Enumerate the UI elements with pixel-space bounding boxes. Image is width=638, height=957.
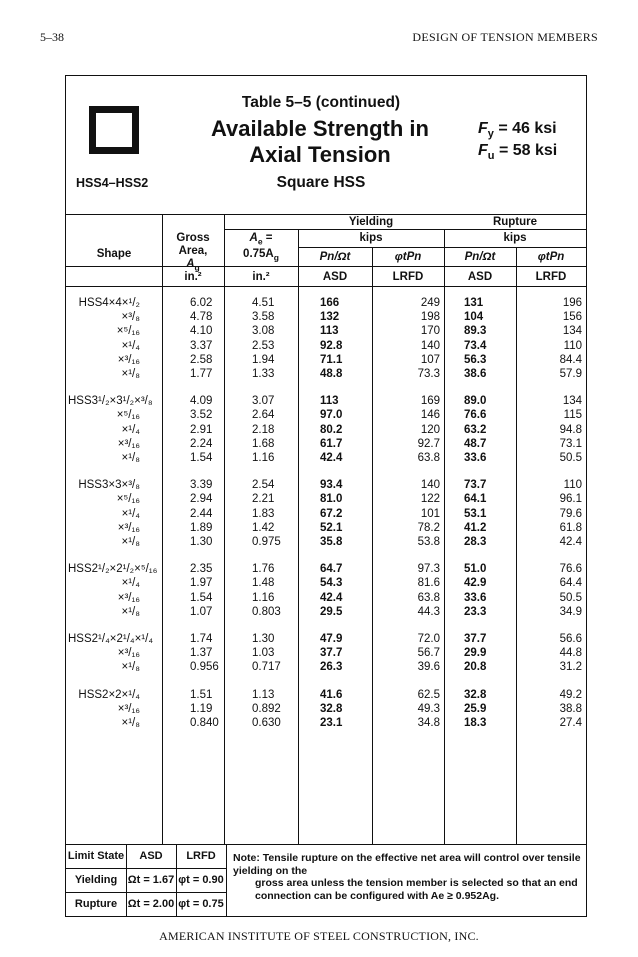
- cell-yield-asd: 52.1: [320, 521, 343, 534]
- title-line-2: Axial Tension: [249, 142, 391, 167]
- cell-yield-lrfd: 170: [420, 325, 440, 338]
- cell-gross-area: 4.09: [190, 395, 213, 408]
- cell-yield-asd: 42.4: [320, 591, 343, 604]
- cell-yield-lrfd: 198: [420, 311, 440, 324]
- cell-yield-asd: 26.3: [320, 661, 343, 674]
- title-line-1: Available Strength in: [210, 116, 429, 141]
- cell-net-area: 1.48: [252, 577, 275, 590]
- cell-rupture-asd: 73.7: [464, 479, 487, 492]
- limit-state-table: [66, 844, 226, 916]
- cell-rupture-asd: 63.2: [464, 423, 487, 436]
- cell-gross-area: 1.30: [190, 536, 213, 548]
- rupture-asd-label: ASD: [467, 271, 493, 283]
- cell-shape: ×¹/₄: [121, 507, 140, 520]
- cell-yield-lrfd: 34.8: [417, 717, 440, 729]
- cell-gross-area: 4.10: [190, 325, 213, 338]
- cell-gross-area: 1.77: [190, 368, 213, 380]
- cell-yield-asd: 54.3: [320, 577, 343, 590]
- cell-yield-asd: 48.8: [320, 368, 343, 380]
- gross-area-header: Gross Area, $A_g$: [176, 232, 210, 273]
- cell-yield-lrfd: 120: [420, 423, 440, 436]
- cell-yield-asd: 67.2: [320, 507, 343, 520]
- cell-gross-area: 2.24: [190, 437, 213, 450]
- cell-rupture-lrfd: 96.1: [559, 493, 582, 506]
- cell-yield-asd: 93.4: [320, 479, 343, 492]
- unit-net: in.²: [252, 271, 270, 283]
- cell-gross-area: 6.02: [190, 297, 213, 309]
- strength-table: [66, 214, 586, 844]
- cell-yield-lrfd: 56.7: [417, 647, 440, 660]
- cell-shape: ×¹/₈: [121, 717, 140, 729]
- cell-rupture-lrfd: 73.1: [559, 437, 582, 450]
- cell-rupture-asd: 41.2: [464, 521, 487, 534]
- cell-yield-asd: 97.0: [320, 409, 343, 422]
- yield-asd-symbol: Pn/Ωt: [319, 251, 351, 263]
- yield-phi: φt = 0.90: [178, 874, 224, 886]
- cell-rupture-asd: 76.6: [464, 409, 487, 422]
- cell-rupture-asd: 28.3: [464, 536, 487, 548]
- yielding-header: Yielding: [348, 216, 394, 228]
- cell-gross-area: 1.51: [190, 688, 213, 701]
- limit-state-label: Limit State: [67, 850, 125, 862]
- cell-shape: ×³/₁₆: [117, 647, 140, 660]
- cell-yield-lrfd: 107: [420, 353, 440, 366]
- cell-yield-lrfd: 49.3: [417, 702, 440, 715]
- cell-rupture-lrfd: 38.8: [559, 702, 582, 715]
- cell-yield-lrfd: 169: [420, 395, 440, 408]
- cell-rupture-asd: 104: [464, 311, 484, 324]
- cell-yield-lrfd: 146: [420, 409, 440, 422]
- cell-rupture-asd: 89.3: [464, 325, 487, 338]
- cell-rupture-lrfd: 110: [563, 339, 582, 352]
- cell-yield-lrfd: 72.0: [417, 633, 440, 645]
- cell-shape: ×¹/₈: [121, 536, 140, 548]
- cell-yield-lrfd: 78.2: [417, 521, 440, 534]
- cell-yield-asd: 47.9: [320, 633, 343, 645]
- cell-net-area: 2.18: [252, 423, 275, 436]
- unit-gross: in.²: [184, 271, 202, 283]
- cell-rupture-lrfd: 115: [563, 409, 582, 422]
- cell-net-area: 0.717: [252, 661, 281, 674]
- cell-shape: ×⁵/₁₆: [116, 493, 140, 506]
- cell-net-area: 0.975: [252, 536, 281, 548]
- cell-rupture-lrfd: 84.4: [559, 353, 582, 366]
- cell-net-area: 0.892: [252, 702, 281, 715]
- yield-lrfd-symbol: φtPn: [394, 251, 422, 263]
- limit-yielding: Yielding: [74, 874, 118, 886]
- cell-rupture-asd: 89.0: [464, 395, 487, 408]
- cell-net-area: 3.08: [252, 325, 275, 338]
- rupture-omega: Ωt = 2.00: [127, 898, 175, 910]
- cell-rupture-lrfd: 76.6: [559, 563, 582, 576]
- cell-rupture-lrfd: 27.4: [559, 717, 582, 729]
- cell-rupture-asd: 131: [464, 297, 484, 309]
- table-number: Table 5–5 (continued): [241, 94, 401, 111]
- cell-gross-area: 0.840: [190, 717, 219, 729]
- cell-rupture-lrfd: 50.5: [559, 591, 582, 604]
- cell-rupture-lrfd: 49.2: [559, 688, 582, 701]
- cell-yield-lrfd: 97.3: [417, 563, 440, 576]
- cell-rupture-asd: 29.9: [464, 647, 487, 660]
- cell-gross-area: 2.44: [190, 507, 213, 520]
- cell-rupture-lrfd: 196: [562, 297, 582, 309]
- limit-rupture: Rupture: [74, 898, 118, 910]
- cell-yield-asd: 92.8: [320, 339, 343, 352]
- cell-yield-asd: 64.7: [320, 563, 343, 576]
- cell-gross-area: 1.19: [190, 702, 213, 715]
- fu-property: $F_u = 58$ ksi: [478, 142, 558, 163]
- cell-yield-asd: 23.1: [320, 717, 343, 729]
- cell-net-area: 1.68: [252, 437, 275, 450]
- cell-net-area: 1.16: [252, 452, 275, 464]
- cell-rupture-lrfd: 42.4: [559, 536, 582, 548]
- limit-lrfd: LRFD: [186, 850, 216, 862]
- cell-net-area: 1.03: [252, 647, 275, 660]
- yielding-kips: kips: [359, 232, 383, 244]
- cell-gross-area: 1.89: [190, 521, 213, 534]
- cell-rupture-asd: 51.0: [464, 563, 487, 576]
- cell-rupture-lrfd: 110: [563, 479, 582, 492]
- cell-shape: ×³/₁₆: [117, 521, 140, 534]
- cell-gross-area: 0.956: [190, 661, 219, 674]
- cell-net-area: 2.21: [252, 493, 275, 506]
- cell-net-area: 2.53: [252, 339, 275, 352]
- cell-shape: ×¹/₈: [121, 368, 140, 380]
- cell-rupture-asd: 42.9: [464, 577, 487, 590]
- cell-rupture-asd: 37.7: [464, 633, 487, 645]
- cell-rupture-lrfd: 44.8: [559, 647, 582, 660]
- cell-rupture-lrfd: 134: [562, 395, 582, 408]
- rupture-header: Rupture: [492, 216, 538, 228]
- cell-net-area: 3.07: [252, 395, 275, 408]
- table-frame: [65, 75, 587, 917]
- running-head: [40, 30, 598, 46]
- cell-yield-asd: 61.7: [320, 437, 343, 450]
- cell-net-area: 1.94: [252, 353, 275, 366]
- cell-net-area: 3.58: [252, 311, 275, 324]
- cell-rupture-asd: 25.9: [464, 702, 487, 715]
- page-number: 5–38: [40, 30, 64, 44]
- limit-asd: ASD: [139, 850, 163, 862]
- cell-yield-asd: 166: [320, 297, 340, 309]
- cell-yield-lrfd: 73.3: [417, 368, 440, 380]
- cell-rupture-asd: 32.8: [464, 688, 487, 701]
- cell-yield-asd: 29.5: [320, 605, 343, 618]
- cell-yield-lrfd: 39.6: [417, 661, 440, 674]
- cell-yield-lrfd: 44.3: [417, 605, 440, 618]
- fy-property: $F_y = 46$ ksi: [478, 120, 557, 141]
- cell-net-area: 2.64: [252, 409, 275, 422]
- cell-shape: HSS4×4×¹/₂: [78, 297, 140, 309]
- cell-gross-area: 2.35: [190, 563, 213, 576]
- cell-shape: ×³/₁₆: [117, 702, 140, 715]
- cell-rupture-asd: 33.6: [464, 452, 487, 464]
- cell-shape: HSS2¹/₄×2¹/₄×¹/₄: [68, 633, 154, 645]
- cell-gross-area: 1.97: [190, 577, 213, 590]
- cell-shape: ×³/₈: [121, 311, 140, 324]
- yield-omega: Ωt = 1.67: [127, 874, 175, 886]
- cell-rupture-lrfd: 31.2: [559, 661, 582, 674]
- yield-asd-label: ASD: [322, 271, 348, 283]
- cell-rupture-asd: 56.3: [464, 353, 487, 366]
- cell-net-area: 1.83: [252, 507, 275, 520]
- cell-gross-area: 2.91: [190, 423, 213, 436]
- cell-shape: ×³/₁₆: [117, 437, 140, 450]
- yield-lrfd-label: LRFD: [392, 271, 424, 283]
- cell-rupture-lrfd: 64.4: [559, 577, 582, 590]
- cell-yield-asd: 71.1: [320, 353, 343, 366]
- cell-rupture-asd: 48.7: [464, 437, 487, 450]
- rupture-lrfd-label: LRFD: [535, 271, 567, 283]
- cell-rupture-lrfd: 134: [562, 325, 582, 338]
- shape-header: Shape: [96, 248, 132, 260]
- cell-gross-area: 1.37: [190, 647, 213, 660]
- cell-yield-lrfd: 249: [420, 297, 440, 309]
- cell-rupture-asd: 18.3: [464, 717, 487, 729]
- cell-yield-asd: 113: [320, 325, 339, 338]
- cell-yield-lrfd: 122: [420, 493, 440, 506]
- cell-rupture-asd: 23.3: [464, 605, 487, 618]
- shape-type: Square HSS: [276, 174, 366, 191]
- cell-gross-area: 1.74: [190, 633, 213, 645]
- cell-rupture-lrfd: 61.8: [559, 521, 582, 534]
- cell-shape: ×⁵/₁₆: [116, 409, 140, 422]
- cell-net-area: 1.30: [252, 633, 275, 645]
- table-title: [194, 116, 446, 168]
- cell-net-area: 1.33: [252, 368, 275, 380]
- cell-rupture-asd: 64.1: [464, 493, 487, 506]
- cell-shape: ×¹/₄: [121, 339, 140, 352]
- cell-yield-lrfd: 62.5: [417, 688, 440, 701]
- cell-gross-area: 1.54: [190, 452, 213, 464]
- hss-range: HSS4–HSS2: [76, 176, 149, 190]
- table-note: Note: Tensile rupture on the effective net area will control over tensile yielding on the gross area unless the tension member is selected so that an end connection can be configured with Ae ≥ 0.952Ag.: [233, 852, 581, 902]
- cell-net-area: 1.42: [252, 521, 275, 534]
- cell-yield-asd: 35.8: [320, 536, 343, 548]
- rupture-lrfd-symbol: φtPn: [537, 251, 565, 263]
- cell-shape: HSS2¹/₂×2¹/₂×⁵/₁₆: [68, 563, 158, 576]
- cell-gross-area: 1.07: [190, 605, 213, 618]
- rupture-phi: φt = 0.75: [178, 898, 224, 910]
- cell-yield-asd: 32.8: [320, 702, 343, 715]
- cell-yield-lrfd: 92.7: [417, 437, 440, 450]
- cell-yield-asd: 42.4: [320, 452, 343, 464]
- cell-gross-area: 3.37: [190, 339, 213, 352]
- cell-shape: ×¹/₄: [121, 577, 140, 590]
- cell-shape: HSS3¹/₂×3¹/₂×³/₈: [68, 395, 153, 408]
- cell-yield-lrfd: 101: [420, 507, 440, 520]
- cell-yield-lrfd: 81.6: [417, 577, 440, 590]
- cell-net-area: 0.803: [252, 605, 281, 618]
- cell-rupture-lrfd: 34.9: [559, 605, 582, 618]
- cell-yield-asd: 41.6: [320, 688, 343, 701]
- cell-net-area: 1.13: [252, 688, 275, 701]
- rupture-asd-symbol: Pn/Ωt: [464, 251, 496, 263]
- cell-net-area: 4.51: [252, 297, 275, 309]
- cell-yield-asd: 80.2: [320, 423, 343, 436]
- cell-rupture-lrfd: 94.8: [559, 423, 582, 436]
- cell-shape: ×¹/₈: [121, 452, 140, 464]
- cell-yield-lrfd: 140: [420, 479, 440, 492]
- cell-yield-lrfd: 140: [420, 339, 440, 352]
- cell-shape: HSS2×2×¹/₄: [78, 688, 140, 701]
- cell-rupture-lrfd: 79.6: [559, 507, 582, 520]
- cell-shape: ×¹/₈: [121, 661, 140, 674]
- rupture-kips: kips: [503, 232, 527, 244]
- cell-rupture-asd: 33.6: [464, 591, 487, 604]
- cell-net-area: 1.76: [252, 563, 275, 576]
- cell-yield-lrfd: 53.8: [417, 536, 440, 548]
- cell-rupture-asd: 73.4: [464, 339, 487, 352]
- cell-gross-area: 3.39: [190, 479, 213, 492]
- cell-gross-area: 1.54: [190, 591, 213, 604]
- cell-net-area: 1.16: [252, 591, 275, 604]
- publisher-footer: AMERICAN INSTITUTE OF STEEL CONSTRUCTION, INC.: [159, 929, 479, 943]
- cell-shape: ×³/₁₆: [117, 591, 140, 604]
- cell-yield-asd: 113: [320, 395, 339, 408]
- cell-rupture-asd: 53.1: [464, 507, 487, 520]
- cell-gross-area: 2.94: [190, 493, 213, 506]
- cell-yield-asd: 37.7: [320, 647, 343, 660]
- cell-rupture-lrfd: 50.5: [559, 452, 582, 464]
- cell-rupture-lrfd: 156: [562, 311, 582, 324]
- cell-shape: ×³/₁₆: [117, 353, 140, 366]
- cell-yield-asd: 132: [320, 311, 340, 324]
- cell-net-area: 0.630: [252, 717, 281, 729]
- cell-gross-area: 3.52: [190, 409, 213, 422]
- cell-rupture-asd: 38.6: [464, 368, 487, 380]
- cell-shape: HSS3×3×³/₈: [78, 479, 140, 492]
- square-hss-icon: [89, 106, 139, 154]
- cell-shape: ×⁵/₁₆: [116, 325, 140, 338]
- cell-rupture-lrfd: 56.6: [559, 633, 582, 645]
- cell-yield-asd: 81.0: [320, 493, 343, 506]
- cell-gross-area: 4.78: [190, 311, 213, 324]
- cell-rupture-lrfd: 57.9: [559, 368, 582, 380]
- effective-area-header: $A_e$ = $0.75A_g$: [243, 232, 279, 263]
- cell-gross-area: 2.58: [190, 353, 213, 366]
- section-title: DESIGN OF TENSION MEMBERS: [412, 30, 598, 44]
- cell-yield-lrfd: 63.8: [417, 591, 440, 604]
- cell-net-area: 2.54: [252, 479, 275, 492]
- cell-shape: ×¹/₄: [121, 423, 140, 436]
- cell-yield-lrfd: 63.8: [417, 452, 440, 464]
- cell-rupture-asd: 20.8: [464, 661, 487, 674]
- cell-shape: ×¹/₈: [121, 605, 140, 618]
